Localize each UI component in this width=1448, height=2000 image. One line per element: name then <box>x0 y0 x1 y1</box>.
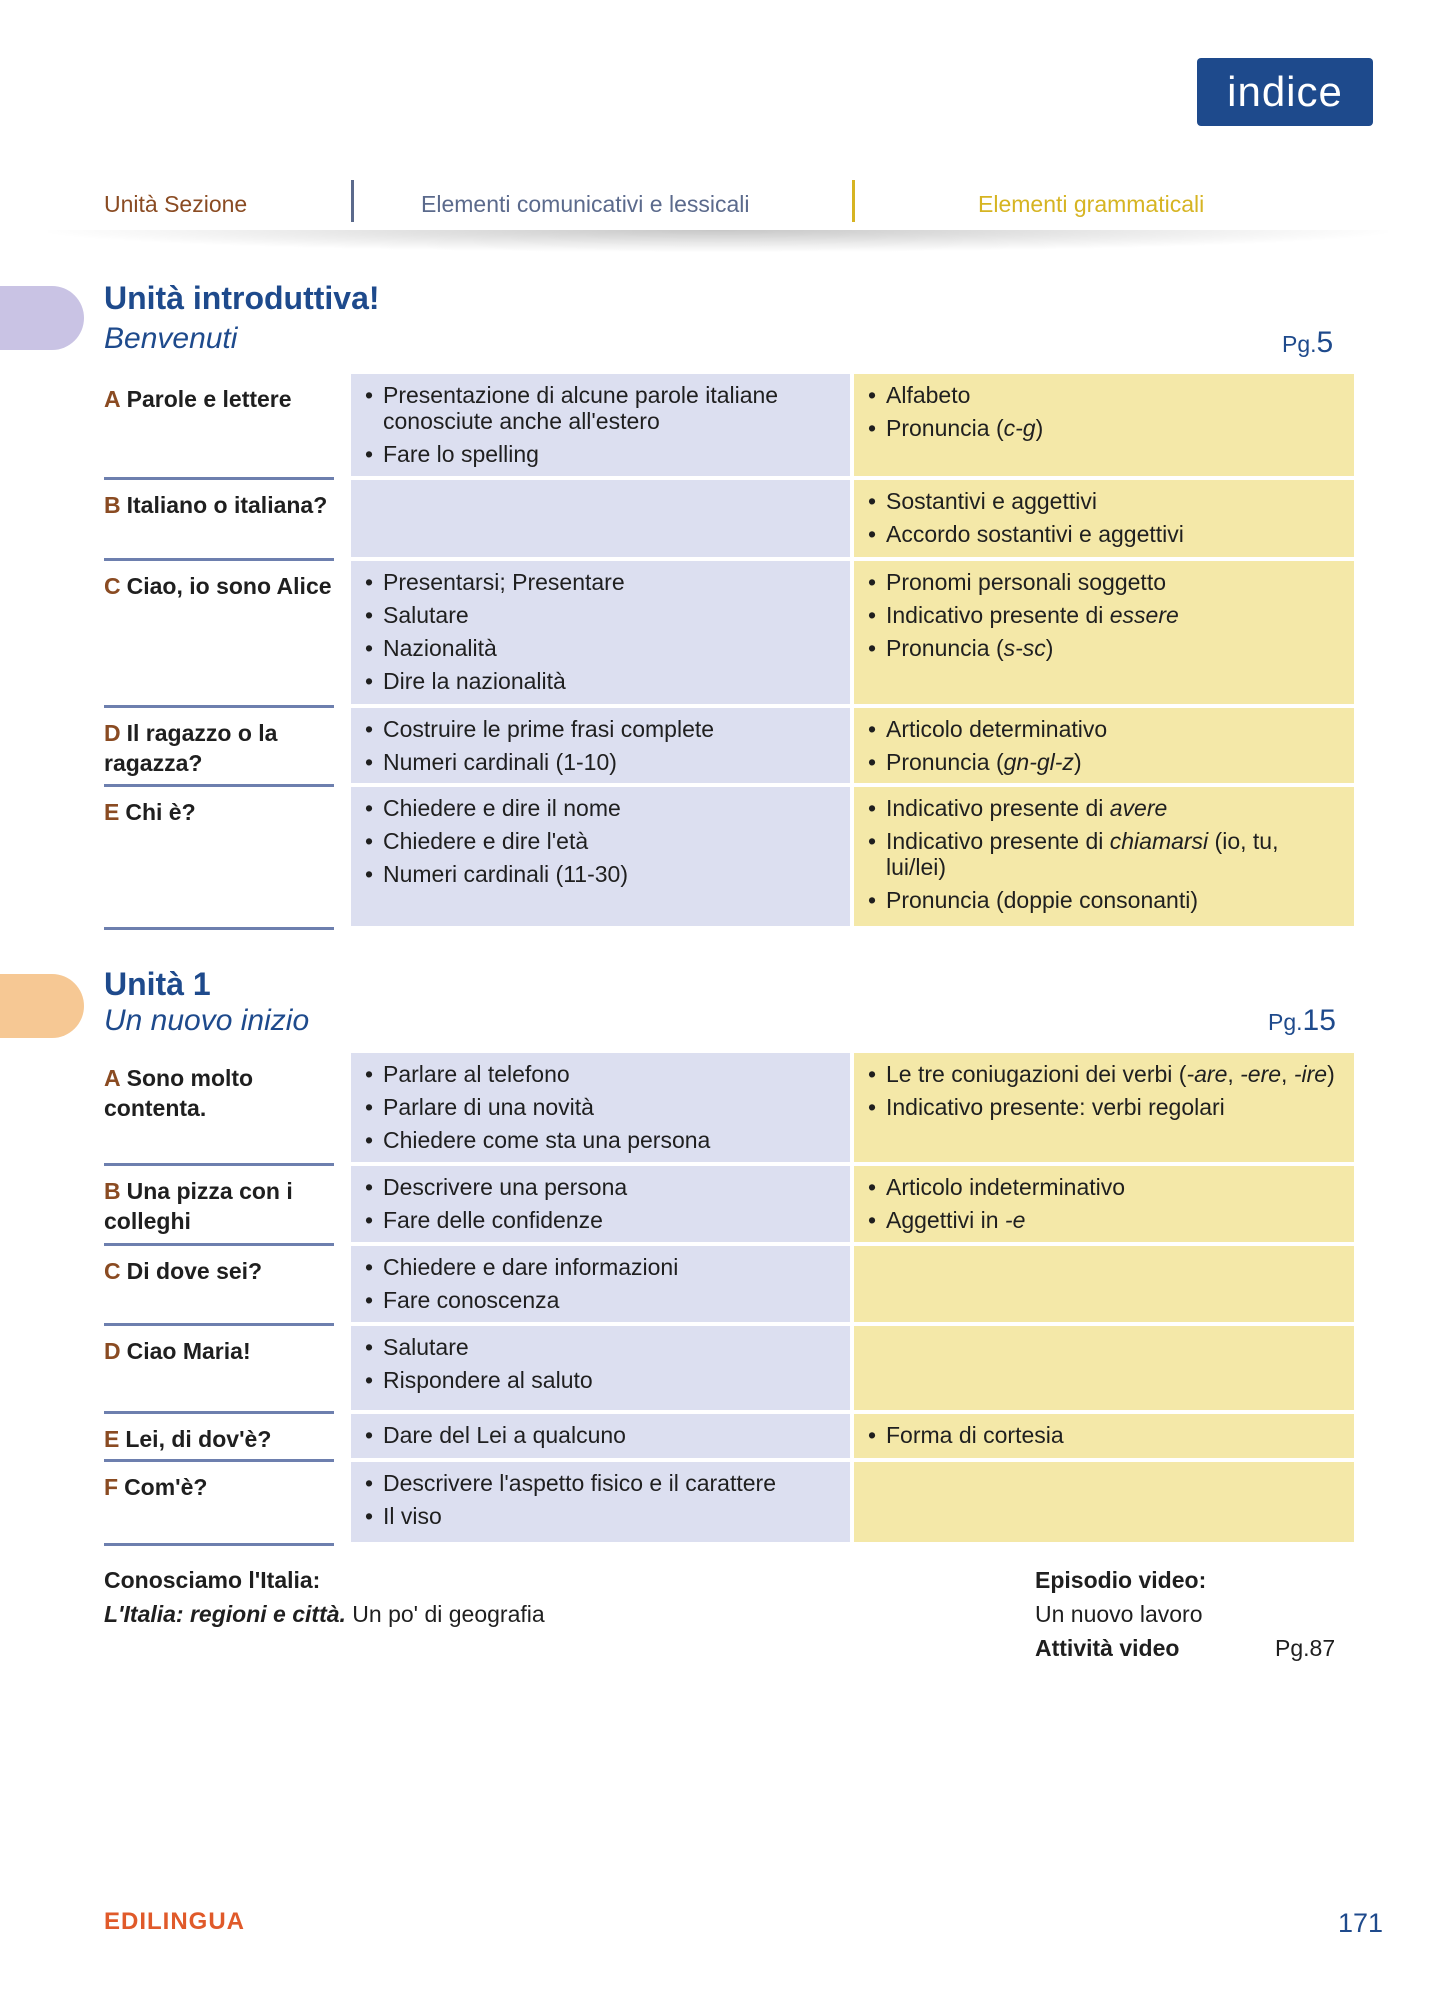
grammar-cell <box>854 1166 1354 1242</box>
list-item: • Il viso <box>363 1503 838 1529</box>
grammar-cell <box>854 561 1354 704</box>
section-title <box>104 708 334 778</box>
list-item: • Rispondere al saluto <box>363 1367 838 1393</box>
grammar-cell <box>854 1326 1354 1410</box>
table-row <box>104 787 1354 930</box>
section-title <box>104 1462 334 1502</box>
section-name: Com'è? <box>124 1474 208 1500</box>
communicative-cell <box>351 1414 850 1458</box>
unit-intro-tab <box>0 286 84 350</box>
grammar-cell <box>854 480 1354 557</box>
list-item: • Nazionalità <box>363 635 838 661</box>
page-label: Pg. <box>1268 1009 1303 1035</box>
communicative-cell <box>351 374 850 476</box>
list-item: • Chiedere e dire il nome <box>363 795 838 821</box>
list-item: • Pronomi personali soggetto <box>866 569 1342 595</box>
section-letter: F <box>104 1474 119 1500</box>
unit-1-page <box>1268 1004 1336 1038</box>
page-label: Pg. <box>1282 331 1317 357</box>
communicative-cell <box>351 708 850 783</box>
section-letter: A <box>104 386 121 412</box>
list-item: • Fare lo spelling <box>363 441 838 467</box>
section-title <box>104 1246 334 1286</box>
section-title <box>104 1166 334 1236</box>
section-letter: C <box>104 1258 121 1284</box>
communicative-cell <box>351 1326 850 1410</box>
section-title <box>104 1326 334 1366</box>
list-item: • Parlare al telefono <box>363 1061 838 1087</box>
conosciamo-block <box>104 1563 545 1631</box>
list-item: • Articolo determinativo <box>866 716 1342 742</box>
section-letter: B <box>104 492 121 518</box>
table-row <box>104 1326 1354 1414</box>
list-item: • Dare del Lei a qualcuno <box>363 1422 838 1448</box>
index-badge: indice <box>1197 58 1373 126</box>
page-number-value: 15 <box>1302 1004 1336 1037</box>
communicative-cell <box>351 1053 850 1162</box>
list-item: • Fare delle confidenze <box>363 1207 838 1233</box>
page-number-value: 5 <box>1316 326 1334 359</box>
section-letter: D <box>104 1338 121 1364</box>
list-item: • Indicativo presente di avere <box>866 795 1342 821</box>
episodio-label: Episodio video: <box>1035 1567 1207 1593</box>
page-number: 171 <box>1338 1908 1384 1938</box>
list-item: • Dire la nazionalità <box>363 668 838 694</box>
section-title <box>104 1414 334 1454</box>
section-title <box>104 787 334 827</box>
list-item: • Forma di cortesia <box>866 1422 1342 1448</box>
grammar-cell <box>854 1053 1354 1162</box>
episodio-title: Un nuovo lavoro <box>1035 1601 1203 1627</box>
list-item: • Pronuncia (gn-gl-z) <box>866 749 1342 775</box>
grammar-cell <box>854 787 1354 926</box>
list-item: • Chiedere e dare informazioni <box>363 1254 838 1280</box>
list-item: • Accordo sostantivi e aggettivi <box>866 521 1342 547</box>
list-item: • Alfabeto <box>866 382 1342 408</box>
section-name: Italiano o italiana? <box>126 492 328 518</box>
table-row <box>104 374 1354 480</box>
list-item: • Fare conoscenza <box>363 1287 838 1313</box>
conosciamo-label: Conosciamo l'Italia: <box>104 1567 321 1593</box>
communicative-cell <box>351 561 850 704</box>
section-title <box>104 1053 334 1123</box>
conosciamo-rest: Un po' di geografia <box>345 1601 545 1627</box>
conosciamo-title: L'Italia: regioni e città. <box>104 1601 346 1627</box>
list-item: • Indicativo presente di essere <box>866 602 1342 628</box>
header-shadow <box>48 230 1388 252</box>
list-item: • Salutare <box>363 602 838 628</box>
table-row <box>104 1414 1354 1462</box>
list-item: • Pronuncia (s-sc) <box>866 635 1342 661</box>
column-header-grammar: Elementi grammaticali <box>978 191 1205 217</box>
list-item: • Descrivere una persona <box>363 1174 838 1200</box>
list-item: • Descrivere l'aspetto fisico e il carattere <box>363 1470 838 1496</box>
list-item: • Presentarsi; Presentare <box>363 569 838 595</box>
grammar-cell <box>854 1414 1354 1458</box>
list-item: • Le tre coniugazioni dei verbi (-are, -ere, -ire) <box>866 1061 1342 1087</box>
attivita-page: Pg.87 <box>1275 1635 1336 1661</box>
list-item: • Sostantivi e aggettivi <box>866 488 1342 514</box>
attivita-label: Attività video <box>1035 1635 1180 1661</box>
grammar-cell <box>854 1462 1354 1542</box>
list-item: • Costruire le prime frasi complete <box>363 716 838 742</box>
list-item: • Numeri cardinali (1-10) <box>363 749 838 775</box>
communicative-cell <box>351 1246 850 1322</box>
unit-1-title: Unità 1 <box>104 966 211 1002</box>
section-title <box>104 561 334 601</box>
video-block <box>1035 1563 1345 1665</box>
list-item: • Pronuncia (doppie consonanti) <box>866 887 1342 913</box>
table-row <box>104 1462 1354 1546</box>
list-item: • Salutare <box>363 1334 838 1360</box>
communicative-cell <box>351 480 850 557</box>
section-letter: E <box>104 1426 120 1452</box>
unit-intro-subtitle: Benvenuti <box>104 322 238 355</box>
list-item: • Indicativo presente: verbi regolari <box>866 1094 1342 1120</box>
section-name: Chi è? <box>125 799 196 825</box>
section-letter: E <box>104 799 120 825</box>
unit-intro-title: Unità introduttiva! <box>104 280 380 316</box>
section-divider <box>104 927 334 930</box>
section-name: Una pizza con i colleghi <box>104 1178 293 1234</box>
table-row <box>104 480 1354 561</box>
section-letter: C <box>104 573 121 599</box>
list-item: • Presentazione di alcune parole italiane conosciute anche all'estero <box>363 382 838 434</box>
list-item: • Indicativo presente di chiamarsi (io, tu, lui/lei) <box>866 828 1342 880</box>
section-name: Lei, di dov'è? <box>125 1426 272 1452</box>
list-item: • Aggettivi in -e <box>866 1207 1342 1233</box>
list-item: • Parlare di una novità <box>363 1094 838 1120</box>
grammar-cell <box>854 708 1354 783</box>
section-title <box>104 374 334 414</box>
section-letter: B <box>104 1178 121 1204</box>
communicative-cell <box>351 1166 850 1242</box>
list-item: • Articolo indeterminativo <box>866 1174 1342 1200</box>
section-name: Il ragazzo o la ragazza? <box>104 720 278 776</box>
section-name: Parole e lettere <box>126 386 292 412</box>
section-letter: D <box>104 720 121 746</box>
unit-1-subtitle: Un nuovo inizio <box>104 1004 310 1037</box>
table-row <box>104 1053 1354 1166</box>
grammar-cell <box>854 1246 1354 1322</box>
conosciamo-content <box>104 1597 545 1631</box>
section-divider <box>104 1543 334 1546</box>
list-item: • Chiedere come sta una persona <box>363 1127 838 1153</box>
section-name: Sono molto contenta. <box>104 1065 254 1121</box>
section-name: Di dove sei? <box>126 1258 263 1284</box>
section-name: Ciao Maria! <box>126 1338 251 1364</box>
publisher-logo: EDILINGUA <box>104 1908 245 1935</box>
section-letter: A <box>104 1065 121 1091</box>
table-row <box>104 1166 1354 1246</box>
table-row <box>104 708 1354 787</box>
column-divider <box>852 180 855 222</box>
list-item: • Chiedere e dire l'età <box>363 828 838 854</box>
section-title <box>104 480 334 520</box>
unit-1-tab <box>0 974 84 1038</box>
unit-intro-page <box>1282 326 1333 360</box>
list-item: • Numeri cardinali (11-30) <box>363 861 838 887</box>
table-row <box>104 1246 1354 1326</box>
table-row <box>104 561 1354 708</box>
section-name: Ciao, io sono Alice <box>126 573 332 599</box>
column-header-communicative: Elementi comunicativi e lessicali <box>421 191 750 217</box>
column-divider <box>351 180 354 222</box>
column-header-sections: Unità Sezione <box>104 191 248 217</box>
communicative-cell <box>351 1462 850 1542</box>
list-item: • Pronuncia (c-g) <box>866 415 1342 441</box>
grammar-cell <box>854 374 1354 476</box>
communicative-cell <box>351 787 850 926</box>
